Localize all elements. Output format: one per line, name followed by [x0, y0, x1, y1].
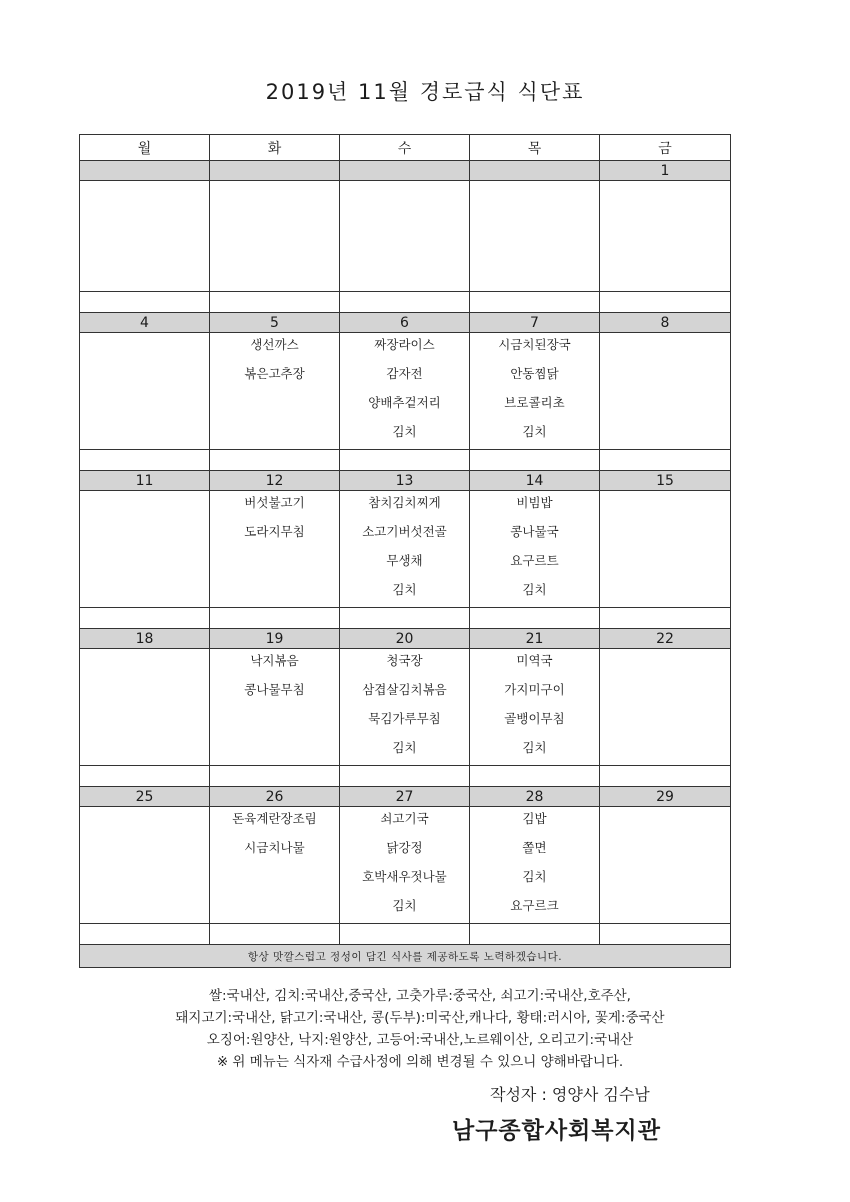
spacer-cell: [80, 292, 210, 313]
origin-line: 오징어:원양산, 낙지:원양산, 고등어:국내산,노르웨이산, 오리고기:국내산: [206, 1032, 634, 1048]
origin-line: 쌀:국내산, 김치:국내산,중국산, 고춧가루:중국산, 쇠고기:국내산,호주산,: [209, 988, 631, 1004]
spacer-cell: [210, 766, 340, 787]
menu-cell: [600, 807, 731, 924]
spacer-cell: [80, 766, 210, 787]
menu-item: 묵김가루무침: [368, 711, 441, 726]
menu-item: 김치: [522, 582, 547, 597]
origin-line: 돼지고기:국내산, 닭고기:국내산, 콩(두부):미국산,캐나다, 황태:러시아, 꽃게:중국산: [175, 1010, 665, 1026]
author-line: 작성자 : 영양사 김수남: [490, 1085, 650, 1104]
change-notice: ※ 위 메뉴는 식자재 수급사정에 의해 변경될 수 있으니 양해바랍니다.: [216, 1054, 624, 1070]
spacer-cell: [210, 608, 340, 629]
footer-message-row: [80, 945, 731, 968]
menu-item: 김치: [522, 740, 547, 755]
menu-item: 김치: [392, 898, 417, 913]
menu-cell: [210, 491, 340, 608]
menu-cell: [210, 807, 340, 924]
menu-cell: [600, 491, 731, 608]
menu-item: 김치: [392, 740, 417, 755]
menu-item: 쫄면: [522, 840, 547, 855]
menu-cell: [210, 649, 340, 766]
weekday-header: 금: [600, 135, 731, 161]
date-cell: 26: [210, 787, 340, 807]
date-cell: 5: [210, 313, 340, 333]
menu-cell: [340, 181, 470, 292]
menu-item: 미역국: [516, 653, 553, 668]
menu-item: 닭강정: [386, 840, 423, 855]
spacer-cell: [470, 766, 600, 787]
menu-item: 감자전: [386, 366, 423, 381]
menu-row: [80, 181, 731, 292]
menu-item: 낙지볶음: [250, 653, 299, 668]
spacer-cell: [340, 292, 470, 313]
spacer-row: [80, 608, 731, 629]
menu-cell: [80, 491, 210, 608]
menu-cell: [340, 807, 470, 924]
date-cell: 1: [600, 161, 731, 181]
menu-cell: [340, 649, 470, 766]
menu-item: 호박새우젓나물: [362, 869, 447, 884]
weekday-header: 화: [210, 135, 340, 161]
date-cell: 6: [340, 313, 470, 333]
menu-row: [80, 491, 731, 608]
date-cell: 7: [470, 313, 600, 333]
menu-item: 양배추겉저리: [368, 395, 441, 410]
menu-item: 골뱅이무침: [504, 711, 565, 726]
spacer-cell: [470, 924, 600, 945]
menu-cell: [80, 333, 210, 450]
date-cell: 29: [600, 787, 731, 807]
date-cell: 27: [340, 787, 470, 807]
menu-item: 청국장: [386, 653, 423, 668]
spacer-cell: [340, 924, 470, 945]
origin-notes: [80, 985, 760, 1073]
menu-cell: [600, 649, 731, 766]
date-cell: 11: [80, 471, 210, 491]
menu-item: 볶은고추장: [244, 366, 305, 381]
menu-item: 삼겹살김치볶음: [362, 682, 447, 697]
date-cell: 18: [80, 629, 210, 649]
menu-cell: [210, 333, 340, 450]
spacer-cell: [340, 766, 470, 787]
spacer-cell: [470, 292, 600, 313]
page-title: 2019년 11월 경로급식 식단표: [265, 80, 585, 104]
spacer-cell: [470, 450, 600, 471]
menu-cell: [600, 333, 731, 450]
menu-item: 안동찜닭: [510, 366, 559, 381]
spacer-cell: [210, 292, 340, 313]
menu-item: 김치: [392, 582, 417, 597]
date-row: [80, 629, 731, 649]
date-cell: 25: [80, 787, 210, 807]
spacer-cell: [210, 450, 340, 471]
menu-item: 가지미구이: [504, 682, 565, 697]
spacer-cell: [600, 608, 731, 629]
date-cell: 22: [600, 629, 731, 649]
date-cell: 21: [470, 629, 600, 649]
spacer-row: [80, 450, 731, 471]
date-cell: [80, 161, 210, 181]
date-row: [80, 313, 731, 333]
weekday-header: 목: [470, 135, 600, 161]
menu-row: [80, 333, 731, 450]
menu-item: 비빔밥: [516, 495, 553, 510]
menu-cell: [80, 807, 210, 924]
spacer-cell: [340, 450, 470, 471]
menu-item: 김치: [392, 424, 417, 439]
date-cell: [340, 161, 470, 181]
date-cell: 15: [600, 471, 731, 491]
date-row: [80, 471, 731, 491]
date-cell: 19: [210, 629, 340, 649]
footer-message: 항상 맛깔스럽고 정성이 담긴 식사를 제공하도록 노력하겠습니다.: [80, 945, 731, 968]
menu-item: 요구르트: [510, 553, 559, 568]
menu-cell: [470, 333, 600, 450]
menu-cell: [340, 333, 470, 450]
menu-item: 콩나물무침: [244, 682, 305, 697]
spacer-cell: [80, 450, 210, 471]
menu-item: 생선까스: [250, 337, 299, 352]
date-cell: [210, 161, 340, 181]
organization-name: 남구종합사회복지관: [452, 1118, 661, 1144]
date-cell: 4: [80, 313, 210, 333]
date-cell: [470, 161, 600, 181]
spacer-row: [80, 766, 731, 787]
menu-item: 쇠고기국: [380, 811, 429, 826]
menu-item: 참치김치찌게: [368, 495, 441, 510]
menu-item: 시금치나물: [244, 840, 305, 855]
menu-table: [79, 134, 731, 968]
spacer-cell: [600, 924, 731, 945]
menu-row: [80, 807, 731, 924]
menu-cell: [470, 807, 600, 924]
date-cell: 8: [600, 313, 731, 333]
menu-item: 버섯불고기: [244, 495, 305, 510]
menu-item: 브로콜리초: [504, 395, 565, 410]
weekday-header: 수: [340, 135, 470, 161]
date-cell: 20: [340, 629, 470, 649]
spacer-cell: [600, 450, 731, 471]
menu-cell: [340, 491, 470, 608]
date-row: [80, 161, 731, 181]
menu-item: 시금치된장국: [498, 337, 571, 352]
spacer-cell: [210, 924, 340, 945]
spacer-row: [80, 292, 731, 313]
menu-row: [80, 649, 731, 766]
menu-item: 김밥: [522, 811, 547, 826]
spacer-cell: [600, 766, 731, 787]
menu-item: 돈육계란장조림: [232, 811, 317, 826]
spacer-cell: [80, 924, 210, 945]
menu-item: 콩나물국: [510, 524, 559, 539]
menu-cell: [80, 181, 210, 292]
menu-item: 짜장라이스: [374, 337, 435, 352]
menu-cell: [600, 181, 731, 292]
menu-item: 김치: [522, 424, 547, 439]
menu-cell: [470, 649, 600, 766]
menu-item: 소고기버섯전골: [362, 524, 447, 539]
date-cell: 28: [470, 787, 600, 807]
menu-item: 김치: [522, 869, 547, 884]
menu-cell: [80, 649, 210, 766]
date-cell: 13: [340, 471, 470, 491]
spacer-row: [80, 924, 731, 945]
date-cell: 14: [470, 471, 600, 491]
spacer-cell: [470, 608, 600, 629]
weekday-header-row: [80, 135, 731, 161]
date-cell: 12: [210, 471, 340, 491]
menu-cell: [210, 181, 340, 292]
weekday-header: 월: [80, 135, 210, 161]
menu-item: 요구르크: [510, 898, 559, 913]
menu-item: 도라지무침: [244, 524, 305, 539]
spacer-cell: [600, 292, 731, 313]
menu-cell: [470, 491, 600, 608]
menu-item: 무생채: [386, 553, 423, 568]
spacer-cell: [80, 608, 210, 629]
menu-cell: [470, 181, 600, 292]
date-row: [80, 787, 731, 807]
spacer-cell: [340, 608, 470, 629]
